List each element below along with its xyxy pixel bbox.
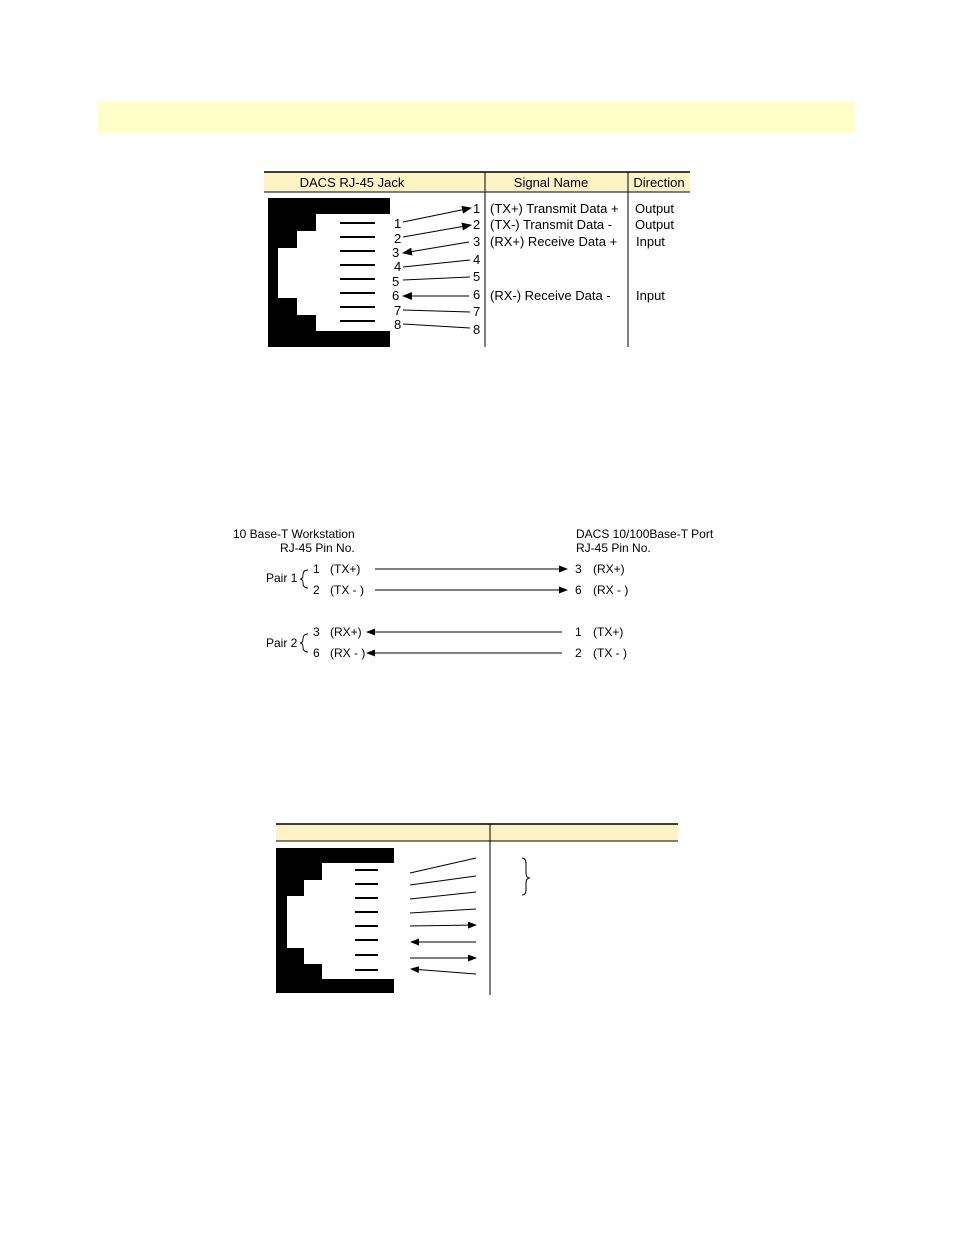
brace-icon bbox=[522, 858, 530, 895]
left-pin: 3 bbox=[392, 245, 400, 260]
right-pin-numbers bbox=[473, 201, 480, 337]
rj45-jack-icon bbox=[268, 198, 390, 347]
left-pin: 3 bbox=[313, 625, 320, 639]
directions bbox=[635, 201, 674, 303]
left-pin: 2 bbox=[394, 231, 402, 246]
header-signal-name: Signal Name bbox=[513, 175, 589, 190]
right-pin: 2 bbox=[473, 217, 481, 232]
left-pin: 5 bbox=[392, 274, 400, 289]
pair-2-brace-icon bbox=[300, 634, 308, 652]
left-pin: 6 bbox=[313, 646, 320, 660]
direction-input: Input bbox=[636, 234, 665, 249]
right-signal: (RX+) bbox=[593, 562, 625, 576]
right-signal: (TX - ) bbox=[593, 646, 627, 660]
left-signal: (TX+) bbox=[330, 562, 361, 576]
workstation-title: 10 Base-T Workstation bbox=[233, 527, 355, 541]
right-signal: (TX+) bbox=[593, 625, 624, 639]
pair-2-label: Pair 2 bbox=[266, 636, 298, 650]
left-pin-numbers bbox=[392, 216, 401, 332]
left-pin: 8 bbox=[394, 317, 402, 332]
right-pin: 2 bbox=[575, 646, 582, 660]
signal-tx-minus: (TX-) Transmit Data - bbox=[490, 217, 613, 232]
dacs-pin-title: RJ-45 Pin No. bbox=[576, 541, 651, 555]
left-signal: (TX - ) bbox=[330, 583, 364, 597]
header-direction: Direction bbox=[633, 175, 685, 190]
figure-1-rj45-pinout bbox=[264, 172, 690, 347]
right-pin: 6 bbox=[473, 287, 481, 302]
right-pin: 3 bbox=[473, 234, 481, 249]
right-pin: 3 bbox=[575, 562, 582, 576]
left-pin: 1 bbox=[313, 562, 320, 576]
figure-2-crossover bbox=[233, 527, 714, 660]
right-pin: 1 bbox=[473, 201, 481, 216]
pin-connector-lines bbox=[410, 858, 476, 974]
left-pin: 7 bbox=[394, 303, 402, 318]
signal-names bbox=[490, 201, 619, 303]
right-pin: 1 bbox=[575, 625, 582, 639]
right-pin: 7 bbox=[473, 304, 481, 319]
dacs-port-title: DACS 10/100Base-T Port bbox=[576, 527, 714, 541]
rj45-jack-icon bbox=[276, 848, 394, 993]
left-pin: 4 bbox=[394, 259, 402, 274]
signal-tx-plus: (TX+) Transmit Data + bbox=[490, 201, 619, 216]
pair-1-label: Pair 1 bbox=[266, 571, 298, 585]
header-jack: DACS RJ-45 Jack bbox=[299, 175, 405, 190]
right-pin: 4 bbox=[473, 252, 481, 267]
table-header-bar bbox=[276, 824, 678, 841]
signal-rx-minus: (RX-) Receive Data - bbox=[490, 288, 611, 303]
workstation-pin-title: RJ-45 Pin No. bbox=[280, 541, 355, 555]
direction-input: Input bbox=[636, 288, 665, 303]
figure-3-rj45-pinout-blank bbox=[276, 824, 678, 995]
left-pin: 1 bbox=[394, 216, 402, 231]
pin-connector-lines bbox=[403, 208, 471, 328]
signal-rx-plus: (RX+) Receive Data + bbox=[490, 234, 618, 249]
left-pin: 2 bbox=[313, 583, 320, 597]
pair-1-brace-icon bbox=[300, 570, 308, 588]
left-signal: (RX - ) bbox=[330, 646, 366, 660]
direction-output: Output bbox=[635, 201, 675, 216]
left-signal: (RX+) bbox=[330, 625, 362, 639]
right-pin: 6 bbox=[575, 583, 582, 597]
right-pin: 5 bbox=[473, 269, 481, 284]
left-pin: 6 bbox=[392, 288, 400, 303]
right-signal: (RX - ) bbox=[593, 583, 629, 597]
right-pin: 8 bbox=[473, 322, 481, 337]
direction-output: Output bbox=[635, 217, 675, 232]
